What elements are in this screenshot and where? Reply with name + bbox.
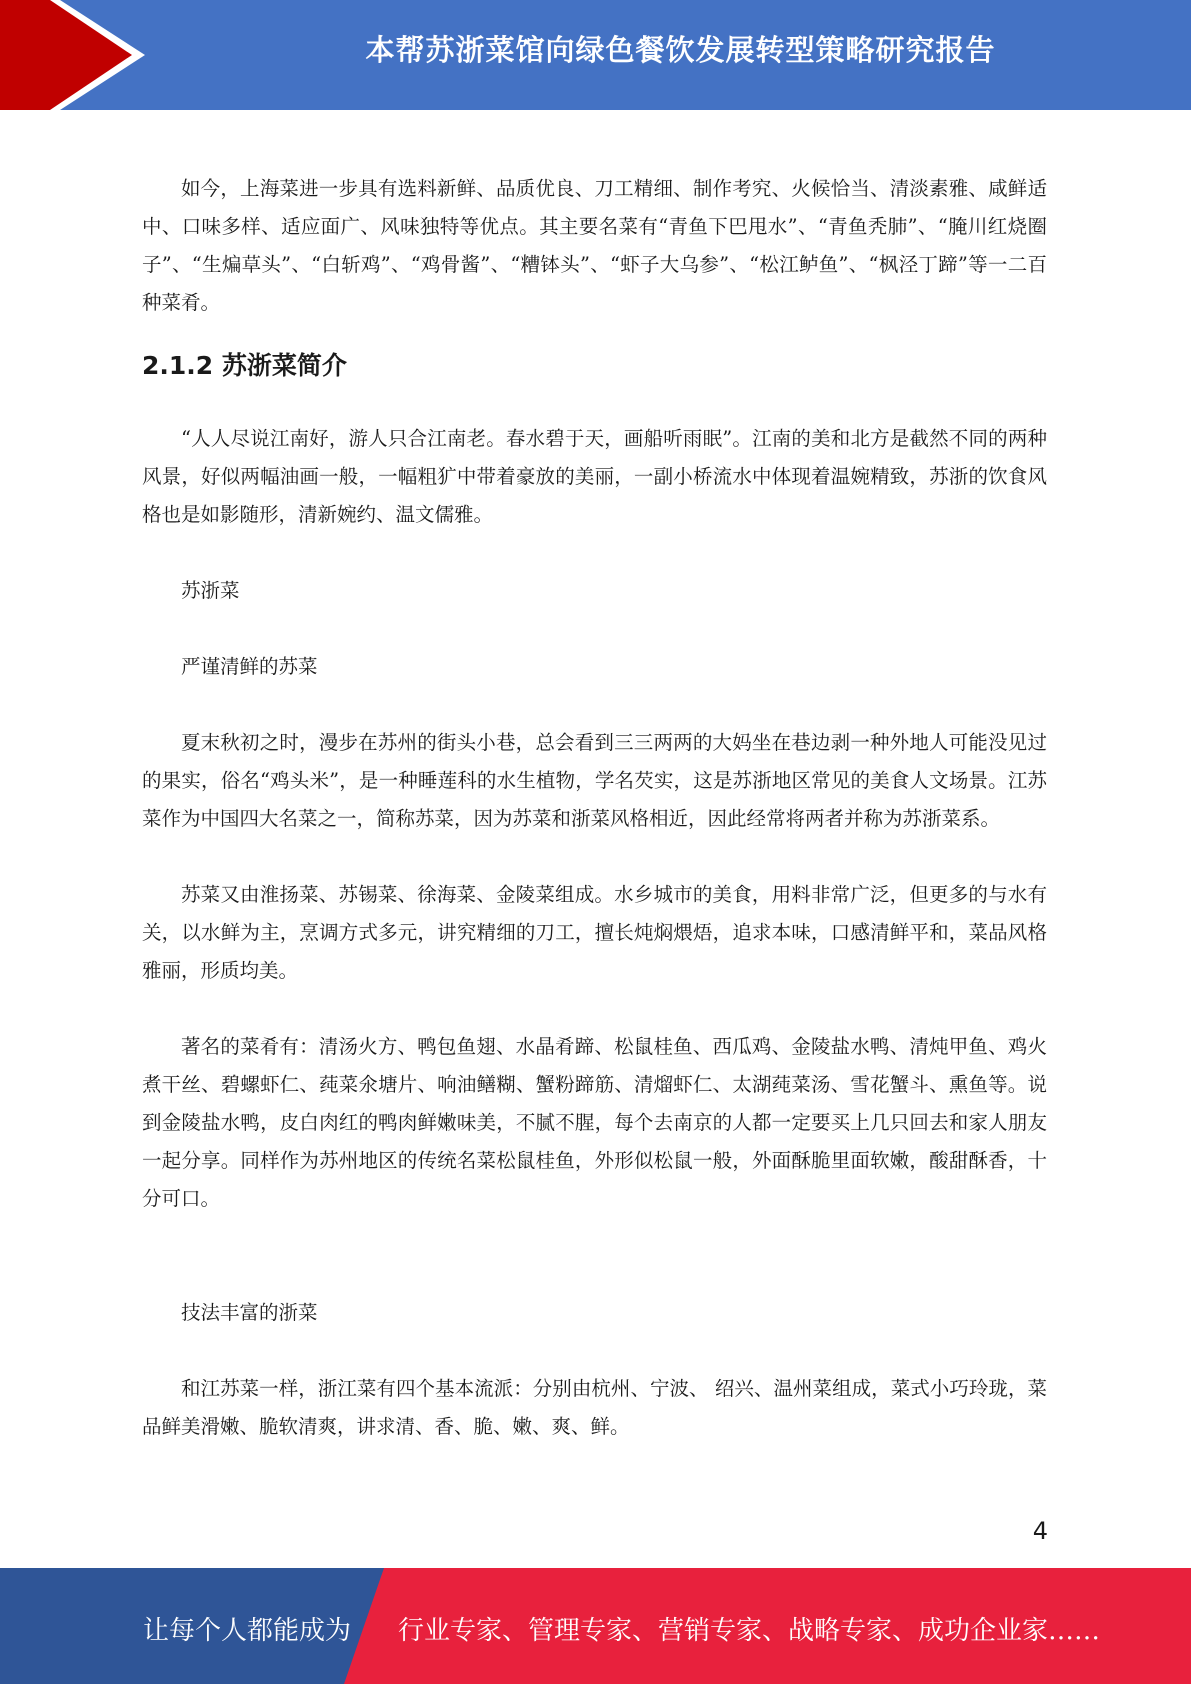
section-heading: 2.1.2 苏浙菜简介 [142,351,347,380]
subheading-suzhe-cuisine: 苏浙菜 [181,579,240,602]
paragraph-su-cuisine-scene: 夏末秋初之时，漫步在苏州的街头小巷，总会看到三三两两的大妈坐在巷边剥一种外地人可能没见过的果实，俗名“鸡头米”，是一种睡莲科的水生植物，学名芡实，这是苏浙地区常见的美食人文场景。江苏菜作为中国四大名菜之一，简称苏菜，因为苏菜和浙菜风格相近，因此经常将两者并称为苏浙菜系。 [142,731,1047,830]
document-title: 本帮苏浙菜馆向绿色餐饮发展转型策略研究报告 [365,33,996,67]
footer-slogan-left: 让每个人都能成为 [143,1616,352,1646]
paragraph-shanghai-cuisine: 如今，上海菜进一步具有选料新鲜、品质优良、刀工精细、制作考究、火候恰当、清淡素雅、咸鲜适中、口味多样、适应面广、风味独特等优点。其主要名菜有“青鱼下巴甩水”、“青鱼秃肺”、“腌川红烧圈子”、“生煸草头”、“白斩鸡”、“鸡骨酱”、“糟钵头”、“虾子大乌参”、“松江鲈鱼”、“枫泾丁蹄”等一二百种菜肴。 [142,177,1047,314]
paragraph-zhe-cuisine: 和江苏菜一样，浙江菜有四个基本流派：分别由杭州、宁波、 绍兴、温州菜组成，菜式小巧玲珑，菜品鲜美滑嫩、脆软清爽，讲求清、香、脆、嫩、爽、鲜。 [142,1377,1047,1438]
subheading-zhe-cuisine: 技法丰富的浙菜 [181,1301,318,1324]
paragraph-famous-dishes: 著名的菜肴有：清汤火方、鸭包鱼翅、水晶肴蹄、松鼠桂鱼、西瓜鸡、金陵盐水鸭、清炖甲鱼、鸡火煮干丝、碧螺虾仁、莼菜氽塘片、响油鳝糊、蟹粉蹄筋、清熘虾仁、太湖莼菜汤、雪花蟹斗、熏鱼等。说到金陵盐水鸭，皮白肉红的鸭肉鲜嫩味美，不腻不腥，每个去南京的人都一定要买上几只回去和家人朋友一起分享。同样作为苏州地区的传统名菜松鼠桂鱼，外形似松鼠一般，外面酥脆里面软嫩，酸甜酥香，十分可口。 [142,1035,1047,1210]
footer-slogan-right: 行业专家、管理专家、营销专家、战略专家、成功企业家…… [398,1616,1101,1646]
paragraph-su-cuisine-composition: 苏菜又由淮扬菜、苏锡菜、徐海菜、金陵菜组成。水乡城市的美食，用料非常广泛，但更多的与水有关，以水鲜为主，烹调方式多元，讲究精细的刀工，擅长炖焖煨焐，追求本味，口感清鲜平和，菜品风格雅丽，形质均美。 [142,883,1047,982]
page-footer [0,1568,1191,1684]
paragraph-jiangnan-intro: “人人尽说江南好，游人只合江南老。春水碧于天，画船听雨眠”。江南的美和北方是截然不同的两种风景，好似两幅油画一般，一幅粗犷中带着豪放的美丽，一副小桥流水中体现着温婉精致，苏浙的饮食风格也是如影随形，清新婉约、温文儒雅。 [142,427,1047,526]
page-header [0,0,1191,110]
document-body [142,170,1047,1446]
page-number: 4 [1032,1517,1048,1545]
subheading-su-cuisine: 严谨清鲜的苏菜 [181,655,318,678]
